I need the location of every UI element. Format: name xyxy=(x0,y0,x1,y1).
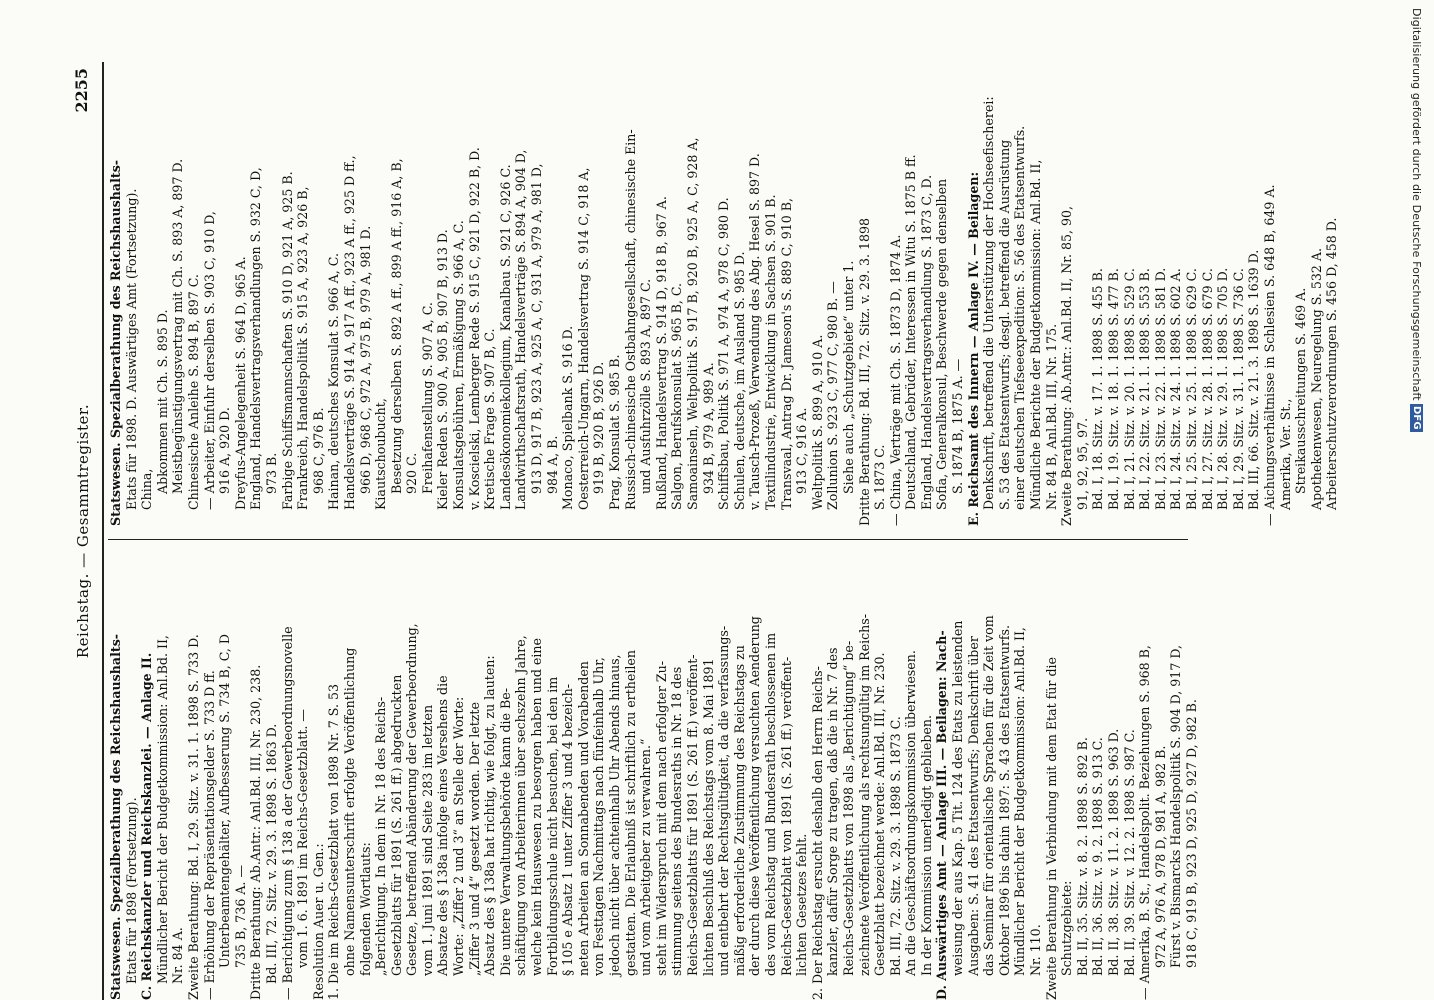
index-line: Textilindustrie, Entwicklung in Sachsen S. 901 B. xyxy=(762,194,778,510)
index-line: Dritte Berathung: Bd. III, 72. Sitz. v. 29. 3. 1898 xyxy=(856,217,872,526)
index-line: Mündlicher Bericht der Budgetkommission: Anl.Bd. II, xyxy=(154,635,170,984)
index-line: Hainan, deutsches Konsulat S. 966 A, C. xyxy=(326,253,342,510)
index-line: und entbehrt der Rechtsgültigkeit, da die verfassungs- xyxy=(716,625,732,976)
index-line: Bd. I, 28. Sitz. v. 29. 1. 1898 S. 705 D. xyxy=(1215,267,1231,510)
index-line: neten Arbeiten an Sonnabenden und Vorabenden xyxy=(575,661,591,976)
index-line: weisung der aus Kap. 5 Tit. 124 des Etats zu leistenden xyxy=(950,620,966,976)
index-line: C. Reichskanzler und Reichskanzlei. — Anlage II. xyxy=(139,652,155,1000)
index-line: Unterbeamtengehälter, Aufbesserung S. 734 B, C, D xyxy=(217,633,233,968)
index-line: Reichs-Gesetzblatts für 1891 (S. 261 ff.) veröffent- xyxy=(684,654,700,976)
index-line: Landesökonomiekollegium, Kanalbau S. 921 C, 926 C. xyxy=(497,164,513,510)
index-line: Bd. III, 66. Sitz. v. 21. 3. 1898 S. 1639 D. xyxy=(1246,249,1262,510)
index-line: Kiautschoubucht, xyxy=(373,398,389,510)
index-line: ohne Namensunterschrift erfolgte Veröffentlichung xyxy=(341,647,357,976)
index-line: S. 53 des Etatsentwurfs; desgl. betreffend die Ausrüstung xyxy=(996,139,1012,510)
index-line: folgenden Wortlauts: xyxy=(357,842,373,976)
index-line: Kieler Reden S. 900 A, 905 B, 907 B, 913 D. xyxy=(435,229,451,510)
index-line: Etats für 1898 (Fortsetzung). xyxy=(123,797,139,984)
index-line: Landwirthschaftsrath, Handelsverträge S. 894 A, 904 D, xyxy=(513,149,529,510)
index-line: Bd. I, 23. Sitz. v. 22. 1. 1898 S. 581 D. xyxy=(1152,267,1168,510)
index-line: Farbige Schiffsmannschaften S. 910 D, 921 A, 925 B. xyxy=(279,171,295,510)
index-line: gestatten. Die Erlaubniß ist schriftlich zu ertheilen xyxy=(622,650,638,976)
index-line: des vom Reichstag und Bundesrath beschlossenen im xyxy=(762,632,778,976)
index-line: Schutzgebiete: xyxy=(1059,880,1075,976)
index-line: lichten Beschluß des Reichstags vom 8. Mai 1891 xyxy=(700,658,716,976)
index-line: Fortbildungsschule nicht besuchen, bei den im xyxy=(544,676,560,976)
index-line: Bd. II, 39. Sitz. v. 12. 2. 1898 S. 987 C. xyxy=(1121,729,1137,976)
index-line: Zweite Berathung: Bd. I, 29. Sitz. v. 31. 1. 1898 S. 733 D. xyxy=(185,634,201,1000)
index-line: und vom Arbeitgeber zu verwahren.“ xyxy=(638,738,654,976)
page-number: 2255 xyxy=(72,68,91,113)
index-line: Zweite Berathung in Verbindung mit dem Etat für die xyxy=(1043,657,1059,1000)
index-line: 916 A, 920 D. xyxy=(217,407,233,494)
right-column xyxy=(108,78,1340,526)
index-line: 966 D, 968 C, 972 A, 975 B, 979 A, 981 D. xyxy=(357,225,373,494)
index-line: Nr. 84 A. xyxy=(170,927,186,984)
index-line: lichten Gesetzes fehlt. xyxy=(794,833,810,976)
index-line: Schulen, deutsche, im Ausland S. 985 D. xyxy=(731,251,747,510)
column-divider xyxy=(108,539,1188,540)
dfg-note-text: Digitalisierung gefördert durch die Deutsche Forschungsgemeinschaft DFG xyxy=(1410,8,1423,430)
index-line: Besetzung derselben S. 892 A ff., 899 A ff., 916 A, B, xyxy=(388,158,404,494)
index-line: Bd. III, 72. Sitz. v. 29. 3. 1898 S. 1873 C. xyxy=(887,716,903,976)
index-line: China, xyxy=(139,468,155,510)
index-line: 984 A, B. xyxy=(544,435,560,494)
index-line: mäßig erforderliche Zustimmung des Reichstags zu xyxy=(731,645,747,976)
index-line: der durch diese Veröffentlichung versuchten Aenderung xyxy=(747,616,763,976)
index-line: kanzler, dafür Sorge zu tragen, daß die in Nr. 7 des xyxy=(825,647,841,976)
dfg-margin-note xyxy=(1400,0,1434,1000)
page-content xyxy=(68,62,1340,1000)
index-line: 913 C, 916 A. xyxy=(794,407,810,494)
index-line: Bd. III, 72. Sitz. v. 29. 3. 1898 S. 1863 D. xyxy=(263,723,279,984)
index-line: 918 C, 919 B, 923 D, 925 D, 927 D, 982 B. xyxy=(1183,699,1199,968)
index-line: Dreyfus-Angelegenheit S. 964 D, 965 A. xyxy=(232,256,248,510)
index-line: — Aichungsverhältnisse in Schlesien S. 648 B, 649 A. xyxy=(1261,184,1277,526)
index-line: An die Geschäftsordnungskommission überwiesen. xyxy=(903,650,919,976)
running-title: Reichstag. — Gesammtregister. xyxy=(74,403,92,659)
index-line: Frankreich, Handelspolitik S. 915 A, 923 A, 926 B, xyxy=(295,186,311,510)
index-line: 973 B. xyxy=(263,452,279,494)
index-line: Gesetze, betreffend Abänderung der Gewerbeordnung, xyxy=(404,623,420,976)
index-line: 968 C, 976 B. xyxy=(310,407,326,494)
index-line: Meistbegünstigungsvertrag mit Ch. S. 893 A, 897 D. xyxy=(170,158,186,494)
index-line: 934 B, 979 A, 989 A. xyxy=(700,362,716,494)
index-line: 1. Die im Reichs-Gesetzblatt von 1898 Nr. 7 S. 53 xyxy=(326,683,342,1000)
index-line: In der Kommission unerledigt geblieben. xyxy=(918,715,934,976)
index-line: Deutschland, Gebrüder, Interessen in Witu S. 1875 B ff. xyxy=(903,154,919,510)
index-line: Die untere Verwaltungsbehörde kann die Be- xyxy=(497,688,513,976)
index-line: Arbeiterschutzverordnungen S. 456 D, 458 D. xyxy=(1324,217,1340,510)
index-line: Bd. I, 22. Sitz. v. 21. 1. 1898 S. 553 B. xyxy=(1137,268,1153,510)
index-line: Apothekenwesen, Neuregelung S. 532 A. xyxy=(1308,247,1324,510)
index-line: Ausgaben: S. 41 des Etatsentwurfs; Denkschrift über xyxy=(965,636,981,976)
index-line: Zollunion S. 923 C, 977 C, 980 B. — xyxy=(825,281,841,510)
index-line: Amerika, Ver. St., xyxy=(1277,398,1293,510)
index-line: — Arbeiter, Einfuhr derselben S. 903 C, 910 D, xyxy=(201,211,217,510)
index-line: Reichs-Gesetzblatts von 1898 als „Berichtigung“ be- xyxy=(840,640,856,976)
index-line: Absatze des § 138a infolge eines Versehens die xyxy=(435,675,451,976)
index-line: „Berichtigung. In dem in Nr. 18 des Reichs- xyxy=(373,696,389,976)
index-line: Handelsverträge S. 914 A, 917 A ff., 923 A ff., 925 D ff., xyxy=(341,155,357,510)
rotated-page xyxy=(68,62,1340,1000)
index-line: S. 1874 B, 1875 A. — xyxy=(950,358,966,494)
index-line: 920 C. xyxy=(404,452,420,494)
index-line: Konsulatsgebühren, Ermäßigung S. 966 A, C. xyxy=(451,220,467,510)
index-line: Bd. I, 21. Sitz. v. 20. 1. 1898 S. 529 C. xyxy=(1121,268,1137,510)
index-line: England, Handelsvertragsverhandlungen S. 932 C, D, xyxy=(248,167,264,510)
index-line: — China, Verträge mit Ch. S. 1873 D, 1874 A. xyxy=(887,234,903,526)
index-line: Schiffsbau, Politik S. 971 A, 974 A, 978 C, 980 D. xyxy=(716,197,732,510)
index-line: Reichs-Gesetzblatt von 1891 (S. 261 ff.) veröffent- xyxy=(778,656,794,976)
index-line: Mündliche Berichte der Budgetkommission: Anl.Bd. II, xyxy=(1028,159,1044,510)
index-line: Statswesen. Spezialberathung des Reichshaushalts- xyxy=(108,159,123,526)
index-line: Rußland, Handelsvertrag S. 914 D, 918 B, 967 A. xyxy=(653,196,669,510)
index-line: Bd. I, 27. Sitz. v. 28. 1. 1898 S. 679 C. xyxy=(1199,268,1215,510)
index-line: Denkschrift, betreffend die Unterstützung der Hochseefischerei: xyxy=(981,96,997,510)
index-line: vom 1. 6. 1891 im Reichs-Gesetzblatt. — xyxy=(295,709,311,968)
index-line: v. Tausch-Prozeß, Verwendung des Abg. Hesel S. 897 D. xyxy=(747,153,763,510)
index-line: Bd. I, 29. Sitz. v. 31. 1. 1898 S. 736 C. xyxy=(1230,268,1246,510)
index-line: Statswesen. Spezialberathung des Reichshaushalts- xyxy=(108,633,123,1000)
index-line: „Ziffer 3 und 4“ gesetzt worden. Der letzte xyxy=(466,702,482,976)
index-line: Bd. I, 25. Sitz. v. 25. 1. 1898 S. 629 C. xyxy=(1183,268,1199,510)
index-line: Chinesische Anleihe S. 894 B, 897 C. xyxy=(185,274,201,510)
index-line: Zweite Berathung: Ab.Antr.: Anl.Bd. II, Nr. 85, 90, xyxy=(1059,205,1075,526)
index-line: England, Handelsvertragsverhandlung S. 1873 C, D. xyxy=(918,174,934,510)
index-line: Gesetzblatts für 1891 (S. 261 ff.) abgedruckten xyxy=(388,674,404,976)
index-line: 735 B, 736 A. — xyxy=(232,864,248,968)
index-line: Prag, Konsulat S. 985 B. xyxy=(607,354,622,510)
index-line: schäftigung von Arbeiterinnen über sechszehn Jahre, xyxy=(513,635,529,976)
index-line: v. Koscielski, Lemberger Rede S. 915 C, 921 D, 922 B, D. xyxy=(466,147,482,510)
index-line: Streikausschreitungen S. 469 A. xyxy=(1293,287,1309,494)
dfg-logo: DFG xyxy=(1411,406,1422,430)
index-line: stimmung seitens des Bundesraths in Nr. 18 des xyxy=(669,666,685,976)
index-line: Russisch-chinesische Ostbahngesellschaft, chinesische Ein- xyxy=(622,129,638,510)
index-line: 91, 92, 95, 97. xyxy=(1074,417,1090,510)
index-line: Salgon, Berufskonsulat S. 965 B, C. xyxy=(669,282,685,510)
index-line: Nr. 84 B, Anl.Bd. III, Nr. 175. xyxy=(1043,323,1059,510)
index-line: Freihafenstellung S. 907 A, C. xyxy=(419,302,435,494)
left-column xyxy=(108,552,1199,1000)
index-line: Monaco, Spielbank S. 916 D. xyxy=(560,325,576,510)
index-line: einer deutschen Tiefseeexpedition: S. 56 des Etatsentwurfs. xyxy=(1012,125,1028,510)
index-line: vom 1. Juni 1891 sind Seite 283 im letzten xyxy=(419,704,435,976)
index-line: Oktober 1896 bis dahin 1897: S. 43 des Etatsentwurfs. xyxy=(996,624,1012,976)
index-line: § 105 e Absatz 1 unter Ziffer 3 und 4 bezeich- xyxy=(560,684,576,976)
index-line: Dritte Berathung: Ab.Antr.: Anl.Bd. III, Nr. 230, 238. xyxy=(248,664,264,1000)
index-line: 913 D, 917 B, 923 A, 925 A, C, 931 A, 979 A, 981 D, xyxy=(529,163,545,494)
index-line: Absatz des § 138a hat richtig, wie folgt, zu lauten: xyxy=(482,655,498,976)
index-line: 919 B, 920 B, 926 D. xyxy=(591,361,607,494)
index-line: D. Auswärtiges Amt — Anlage III. — Beilagen: Nach- xyxy=(934,630,950,1000)
index-line: E. Reichsamt des Innern — Anlage IV. — Beilagen: xyxy=(965,171,981,526)
index-line: Weltpolitik S. 899 A, 910 A. xyxy=(809,334,825,510)
index-line: Samoainseln, Weltpolitik S. 917 B, 920 B, 925 A, C, 928 A, xyxy=(684,137,700,510)
index-line: Bd. II, 36. Sitz. v. 9. 2. 1898 S. 913 C. xyxy=(1090,737,1106,976)
index-line: Bd. II, 35. Sitz. v. 8. 2. 1898 S. 892 B. xyxy=(1074,737,1090,976)
index-line: von Festtagen Nachmittags nach fünfeinhalb Uhr, xyxy=(591,657,607,976)
index-line: Sofia, Generalkonsul, Beschwerde gegen denselben xyxy=(934,178,950,510)
header-rule xyxy=(102,62,104,1000)
index-line: Kretische Frage S. 907 B, C. xyxy=(482,328,498,510)
index-line: Bd. II, 38. Sitz. v. 11. 2. 1898 S. 963 D. xyxy=(1106,728,1121,976)
index-line: — Berichtigung zum § 138 a der Gewerbeordnungsnovelle xyxy=(279,626,295,1000)
index-line: Bd. I, 19. Sitz. v. 18. 1. 1898 S. 477 B. xyxy=(1106,268,1121,510)
index-line: und Ausfuhrzölle S. 893 A, 897 C. xyxy=(638,278,654,494)
index-line: Oesterreich-Ungarn, Handelsvertrag S. 914 C, 918 A, xyxy=(575,167,591,510)
index-line: 972 A, 976 A, 978 D, 981 A, 982 B. xyxy=(1152,745,1168,968)
index-line: S. 1873 C. xyxy=(872,444,888,510)
index-line: jedoch nicht über achteinhalb Uhr Abends hinaus, xyxy=(607,654,622,976)
index-line: Resolution Auer u. Gen.: xyxy=(310,843,326,1000)
index-line: Mündlicher Bericht der Budgetkommission: Anl.Bd. II, xyxy=(1012,627,1028,976)
index-line: Fürst v. Bismarcks Handelspolitik S. 904 D, 917 D, xyxy=(1168,645,1184,968)
index-line: Abkommen mit Ch. S. 895 D. xyxy=(154,309,170,494)
index-line: Worte: „Ziffer 2 und 3“ an Stelle der Worte: xyxy=(451,696,467,976)
index-line: Nr. 110. xyxy=(1028,924,1044,976)
index-line: Bd. I, 24. Sitz. v. 24. 1. 1898 S. 602 A. xyxy=(1168,268,1184,510)
index-line: Siehe auch „Schutzgebiete“ unter 1. xyxy=(840,260,856,494)
index-line: steht im Widerspruch mit dem nach erfolgter Zu- xyxy=(653,661,669,976)
index-line: das Seminar für orientalische Sprachen für die Zeit vom xyxy=(981,615,997,976)
index-line: Gesetzblatt bezeichnet werde: Anl.Bd. III, Nr. 230. xyxy=(872,652,888,976)
index-line: 2. Der Reichstag ersucht deshalb den Herrn Reichs- xyxy=(809,666,825,1000)
index-line: Bd. I, 18. Sitz. v. 17. 1. 1898 S. 455 B. xyxy=(1090,268,1106,510)
index-line: Etats für 1898. D. Auswärtiges Amt (Fortsetzung). xyxy=(123,188,139,510)
index-line: — Erhöhung der Repräsentationsgelder S. 733 D ff. xyxy=(201,670,217,1000)
index-line: welche kein Hauswesen zu besorgen haben und eine xyxy=(529,638,545,976)
index-line: zeichnete Veröffentlichung als rechtsungültig im Reichs- xyxy=(856,614,872,976)
index-line: — Amerika, B. St., Handelspolit. Beziehungen S. 968 B, xyxy=(1137,645,1153,1000)
index-line: Transvaal, Antrag Dr. Jameson's S. 889 C, 910 B, xyxy=(778,197,794,510)
